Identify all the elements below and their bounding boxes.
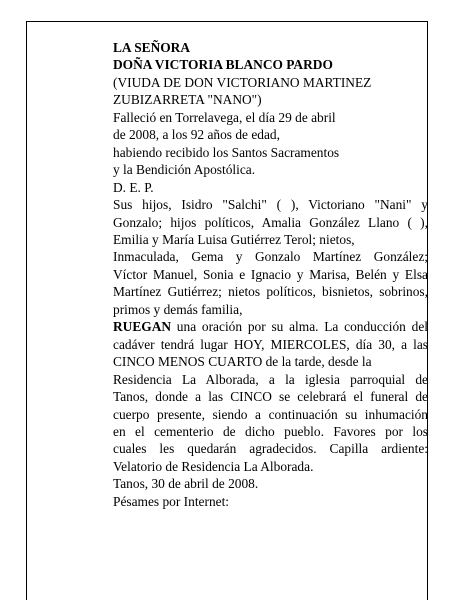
- ruegan-word: RUEGAN: [113, 319, 172, 335]
- ruegan-line: [113, 318, 428, 335]
- funeral-line-1: cadáver tendrá lugar HOY, MIERCOLES, día 30, a las: [113, 336, 428, 352]
- funeral-line-2: CINCO MENOS CUARTO de la tarde, desde la: [113, 354, 372, 370]
- family-line-3: Emilia y María Luisa Gutiérrez Terol; nietos,: [113, 231, 355, 247]
- funeral-line-4: Tanos, donde a las CINCO se celebrará el funeral de: [113, 389, 428, 405]
- family-line-2: Gonzalo; hijos políticos, Amalia González Llano ( ),: [113, 214, 428, 230]
- velatorio-line: Velatorio de Residencia La Alborada.: [113, 458, 314, 474]
- dep-line: D. E. P.: [113, 179, 154, 195]
- funeral-line-7: cuales les quedarán agradecidos. Capilla ardiente:: [113, 441, 428, 457]
- ruegan-rest: una oración por su alma. La conducción del: [171, 319, 428, 335]
- family-line-4: Inmaculada, Gema y Gonzalo Martínez González;: [113, 249, 428, 265]
- notice-title-line-2: DOÑA VICTORIA BLANCO PARDO: [113, 57, 333, 73]
- family-line-1: Sus hijos, Isidro "Salchi" ( ), Victoriano "Nani" y: [113, 197, 428, 213]
- widow-line-1: (VIUDA DE DON VICTORIANO MARTINEZ: [113, 74, 372, 90]
- death-line-1: Falleció en Torrelavega, el día 29 de abril: [113, 109, 336, 125]
- family-line-6: Martínez Gutiérrez; nietos políticos, bisnietos, sobrinos,: [113, 284, 428, 300]
- condolences-line: Pésames por Internet:: [113, 493, 230, 509]
- widow-line-2: ZUBIZARRETA "NANO"): [113, 92, 262, 108]
- death-line-4: y la Bendición Apostólica.: [113, 162, 256, 178]
- family-line-7: primos y demás familia,: [113, 301, 243, 317]
- funeral-line-6: en el cementerio de dicho pueblo. Favores por los: [113, 423, 428, 439]
- obituary-notice: [113, 39, 428, 510]
- family-line-5: Víctor Manuel, Sonia e Ignacio y Marisa, Belén y Elsa: [113, 266, 428, 282]
- funeral-line-5: cuerpo presente, siendo a continuación su inhumación: [113, 406, 428, 422]
- funeral-line-3: Residencia La Alborada, a la iglesia parroquial de: [113, 371, 428, 387]
- death-line-3: habiendo recibido los Santos Sacramentos: [113, 144, 340, 160]
- date-line: Tanos, 30 de abril de 2008.: [113, 476, 259, 492]
- death-line-2: de 2008, a los 92 años de edad,: [113, 127, 280, 143]
- notice-title-line-1: LA SEÑORA: [113, 40, 191, 55]
